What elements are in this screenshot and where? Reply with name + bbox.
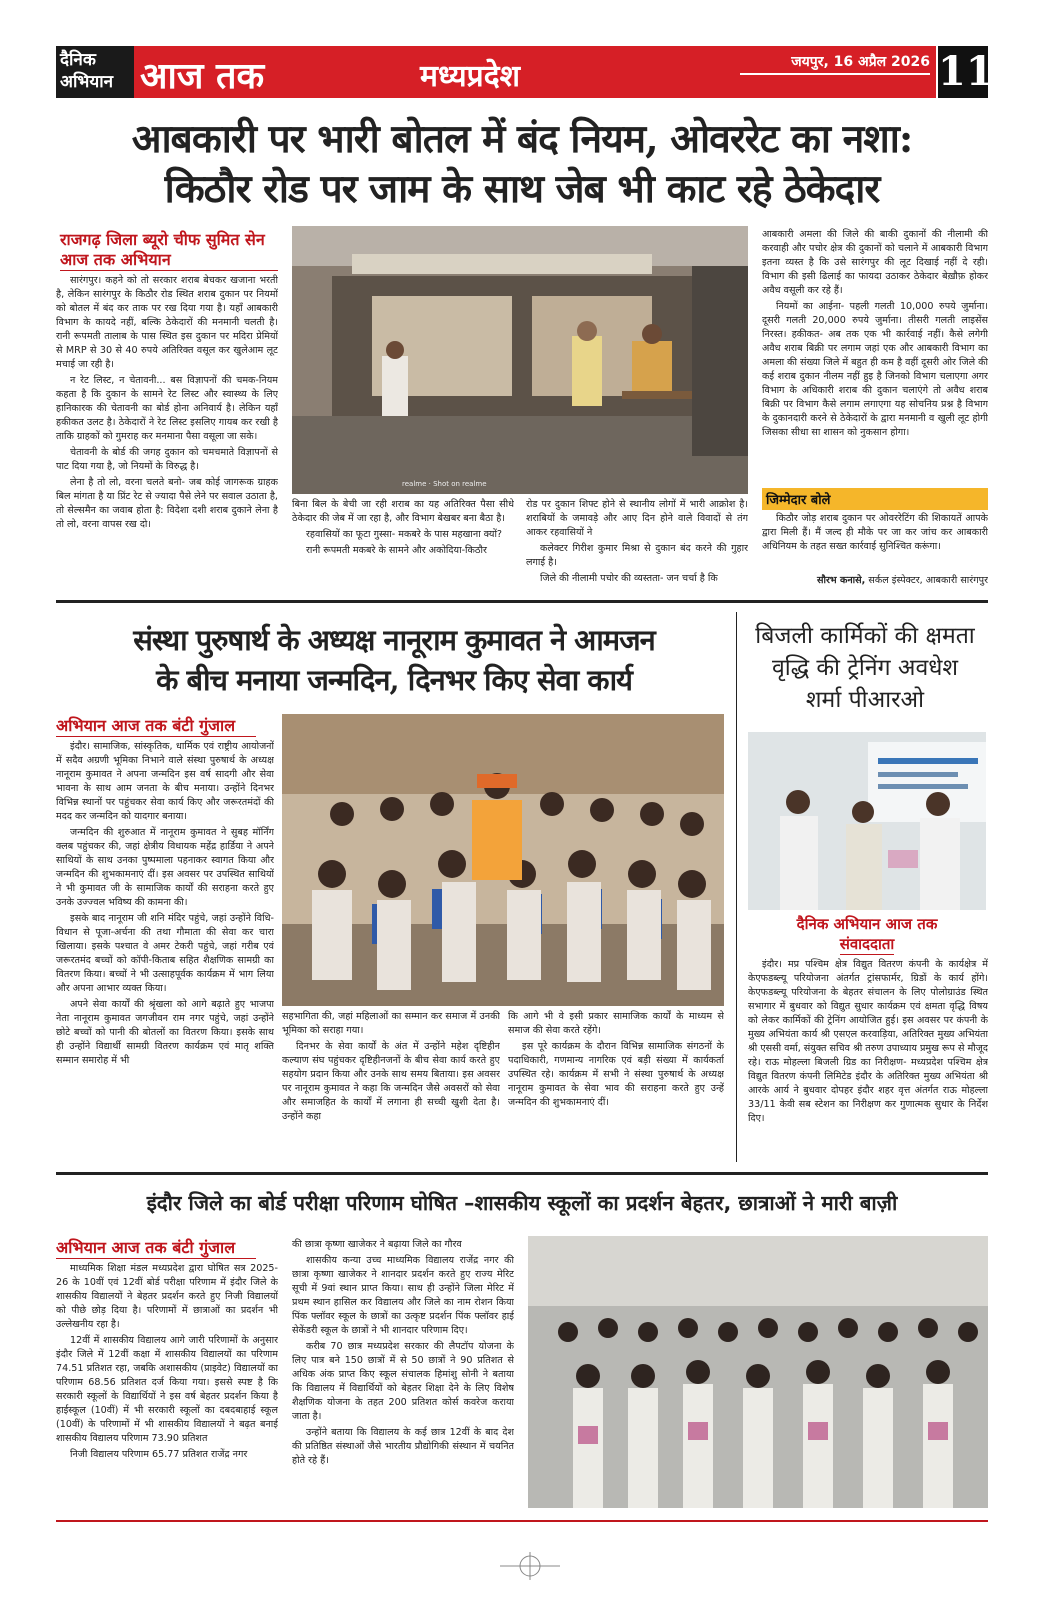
- section-region: मध्यप्रदेश: [420, 59, 521, 94]
- story1-subhead: जिम्मेदार बोले: [762, 488, 988, 510]
- story4-headline: इंदौर जिले का बोर्ड परीक्षा परिणाम घोषित –शासकीय स्कूलों का प्रदर्शन बेहतर, छात्राओं ने मारी बाज़ी: [146, 1191, 898, 1215]
- brand-name: आज तक: [140, 55, 265, 97]
- training-photo: [748, 732, 986, 910]
- story1-col2: बिना बिल के बेची जा रही शराब का यह अतिरिक्त पैसा सीधे ठेकेदार की जेब में जा रहा है, और विभाग बेखबर बना बैठा है। रहवासियों का फूटा गुस्सा- मकबरे के पास महखाना क्यों? रानी रूपमती मकबरे के सामने और अकोदिया-किठौर: [292, 499, 514, 556]
- birthday-group-photo: [282, 714, 724, 1006]
- story1-headline: आबकारी पर भारी बोतल में बंद नियम, ओवररेट का नशा: किठौर रोड पर जाम के साथ जेब भी काट रहे ठेकेदार: [131, 116, 913, 212]
- date-underline: [740, 73, 930, 75]
- section-divider-2: [56, 1172, 988, 1175]
- students-group-photo: [528, 1236, 988, 1508]
- story2-col2: सहभागिता की, जहां महिलाओं का सम्मान कर समाज में उनकी भूमिका को सराहा गया। दिनभर के सेवा कार्यों के अंत में उन्होंने महेश दृष्टिहीन कल्याण संघ पहुंचकर दृष्टिहीनजनों के बीच सेवा कार्य करते हुए सहयोग प्रदान किया और उनके साथ समय बिताया। इस अवसर पर नानूराम कुमावत ने कहा कि जन्मदिन जैसे अवसरों को सेवा और समाजहित के कार्यों में लगाना ही सच्ची खुशी देता है। उन्होंने कहा: [282, 1011, 500, 1122]
- story4-byline: अभियान आज तक बंटी गुंजाल: [56, 1238, 256, 1259]
- story1-byline: राजगढ़ जिला ब्यूरो चीफ सुमित सेन आज तक अभियान: [60, 230, 278, 271]
- column-rule: [736, 612, 737, 1162]
- story2-headline: संस्था पुरुषार्थ के अध्यक्ष नानूराम कुमावत ने आमजन के बीच मनाया जन्मदिन, दिनभर किए सेवा कार्य: [133, 623, 655, 697]
- registration-mark: [500, 1546, 560, 1590]
- story2-col1: इंदौर। सामाजिक, सांस्कृतिक, धार्मिक एवं राष्ट्रीय आयोजनों में सदैव अग्रणी भूमिका निभाने वाले संस्था पुरुषार्थ के अध्यक्ष नानूराम कुमावत ने अपना जन्मदिन इस वर्ष सादगी और सेवा भावना के साथ आम जनता के बीच मनाया। उन्होंने दिनभर विभिन्न स्थानों पर पहुंचकर सेवा कार्य किए और जरूरतमंदों की मदद कर जन्मदिन को यादगार बनाया। जन्मदिन की शुरुआत में नानूराम कुमावत ने सुबह मॉर्निंग क्लब पहुंचकर की, जहां क्षेत्रीय विधायक महेंद्र हार्डिया ने अपने साथियों के साथ उनका पुष्पमाला पहनाकर स्वागत किया और जन्मदिन की शुभकामनाएं दीं। इस अवसर पर उपस्थित साथियों ने भी कुमावत जी के सामाजिक कार्यों की सराहना करते हुए उनके उज्ज्वल भविष्य की कामना की। इसके बाद नानूराम जी शनि मंदिर पहुंचे, जहां उन्होंने विधि-विधान से पूजा-अर्चना की तथा गौमाता की सेवा कर चारा खिलाया। इसके पश्चात वे अमर टेकरी पहुंचे, जहां गरीब एवं जरूरतमंद बच्चों को कॉपी-किताब सहित शैक्षणिक सामग्री का वितरण किया। बच्चों ने भी उत्साहपूर्वक कार्यक्रम में भाग लिया और अपना आभार व्यक्त किया। अपने सेवा कार्यों की श्रृंखला को आगे बढ़ाते हुए भाजपा नेता नानूराम कुमावत जगजीवन राम नगर पहुंचे, जहां उन्होंने छोटे बच्चों को पानी की बोतलों का वितरण किया। इसके साथ ही उन्होंने विद्यार्थी सामग्री वितरण कार्यक्रम एवं मातृ शक्ति सम्मान समारोह में भी: [56, 741, 274, 1066]
- story3-body: इंदौर। मप्र पश्चिम क्षेत्र विद्युत वितरण कंपनी के कार्यक्षेत्र में केएफडब्ल्यू परियोजना अंतर्गत ट्रांसफार्मर, ग्रिडों के कार्य होंगे। केएफडब्ल्यू परियोजना के बेहतर संचालन के लिए पोलोग्राउंड स्थित सभागार में बुधवार को विद्युत सुधार कार्यक्रम एवं क्षमता वृद्धि विषय को लेकर कार्मिकों की ट्रेनिंग आयोजित हुई। इस अवसर पर कंपनी के मुख्य अभियंता कार्य श्री एसएल करवाड़िया, अतिरिक्त मुख्य अभियंता श्री एससी वर्मा, संयुक्त सचिव श्री तरुण उपाध्याय प्रमुख रूप से मौजूद रहे। राऊ मोहल्ला बिजली ग्रिड का निरीक्षण- मध्यप्रदेश पश्चिम क्षेत्र विद्युत वितरण कंपनी लिमिटेड इंदौर के अतिरिक्त मुख्य अभियंता श्री आरके आर्य ने बुधवार दोपहर इंदौर शहर वृत्त अंतर्गत राऊ मोहल्ला 33/11 केवी सब स्टेशन का निरीक्षण कर गुणात्मक सुधार के निर्देश दिए।: [748, 959, 988, 1124]
- liquor-shop-photo: [292, 226, 748, 494]
- section-divider: [56, 600, 988, 603]
- photo-watermark: realme · Shot on realme: [402, 480, 487, 488]
- story1-col3: रोड पर दुकान शिफ्ट होने से स्थानीय लोगों में भारी आक्रोश है। शराबियों के जमावड़े और आए दिन होने वाले विवादों से तंग आकर रहवासियों ने कलेक्टर गिरीश कुमार मिश्रा से दुकान बंद करने की गुहार लगाई है। जिले की नीलामी पचोर की व्यस्तता- जन चर्चा है कि: [526, 499, 748, 584]
- story1-quote: किठौर जोड़ शराब दुकान पर ओवररेटिंग की शिकायतें आपके द्वारा मिली हैं। मैं जल्द ही मौके पर जा कर जांच कर आबकारी अधिनियम के तहत सख्त कार्रवाई सुनिश्चित करूंगा।: [762, 513, 988, 552]
- story1-col4: आबकारी अमला की जिले की बाकी दुकानों की नीलामी की करवाही और पचोर क्षेत्र की दुकानों को चलाने में आबकारी विभाग इतना व्यस्त है कि उसे सारंगपुर की लूट दिखाई नहीं दे रही। विभाग की इसी ढिलाई का फायदा उठाकर ठेकेदार बेख़ौफ़ होकर अवैध वसूली कर रहे हैं। नियमों का आईना- पहली गलती 10,000 रुपये जुर्माना। दूसरी गलती 20,000 रुपये जुर्माना। तीसरी गलती लाइसेंस निरस्त। हकीकत- अब तक एक भी कार्रवाई नहीं। कैसे लगेगी अवैध शराब बिक्री पर लगाम जहां एक और आबकारी विभाग का अमला की संख्या जिले में बहुत ही कम है वहीं दूसरी ओर जिले की कई शराब दुकान नीलम नहीं हुइ है जिनको विभाग चलाएगा अगर विभाग के अधिकारी शराब की दुकान चलाएंगे तो अवैध शराब बिक्री पर विभाग कैसे लगाम लगाएगा यह सोचनिय प्रश्न है विभाग के दुकानदारी करने से ठेकेदारों के द्वारा मनमानी व खुली लूट होगी जिसका सीधा सा शासन को नुकसान होगा।: [762, 229, 988, 438]
- brand-logo: दैनिक अभियान: [56, 46, 134, 98]
- story1-col1: सारंगपुर। कहने को तो सरकार शराब बेचकर खजाना भरती है, लेकिन सारंगपुर के किठौर रोड स्थित शराब दुकान पर नियमों को बोतल में बंद कर ताक पर रख दिया गया है। यहाँ आबकारी विभाग के कायदे नहीं, बल्कि ठेकेदारों की मनमानी चलती है। रानी रूपमती तालाब के पास स्थित इस दुकान पर मदिरा प्रेमियों से MRP से 30 से 40 रुपये अतिरिक्त वसूल कर खुलेआम लूट मचाई जा रही है। न रेट लिस्ट, न चेतावनी... बस विज्ञापनों की चमक-नियम कहता है कि दुकान के सामने रेट लिस्ट और स्वास्थ्य के लिए हानिकारक की चेतावनी का बोर्ड होना अनिवार्य है। लेकिन यहाँ हकीकत उलट है। ठेकेदारों ने रेट लिस्ट इसलिए गायब कर रखी है ताकि ग्राहकों को गुमराह कर मनमाना पैसा वसूला जा सके। चेतावनी के बोर्ड की जगह दुकान को चमचमाते विज्ञापनों से पाट दिया गया है, जो नियमों के विरुद्ध है। लेना है तो लो, वरना चलते बनो- जब कोई जागरूक ग्राहक बिल मांगता है या प्रिंट रेट से ज्यादा पैसे लेने पर सवाल उठाता है, तो सेल्समैन का जवाब होता है: विदेशा दशी शराब दुकाने लेना है तो लो, वरना वापस रख दो।: [56, 275, 278, 530]
- bottom-rule: [56, 1520, 988, 1522]
- story3-byline: दैनिक अभियान आज तक संवाददाता: [796, 915, 938, 953]
- story1-quote-author: सौरभ कनासे, सर्कल इंस्पेक्टर, आबकारी सारंगपुर: [816, 575, 988, 586]
- page-number: 11: [938, 46, 988, 98]
- story3-headline: बिजली कार्मिकों की क्षमता वृद्धि की ट्रेनिंग अवधेश शर्मा पीआरओ: [755, 623, 975, 713]
- edition-date: जयपुर, 16 अप्रैल 2026: [791, 54, 930, 70]
- story4-col1: माध्यमिक शिक्षा मंडल मध्यप्रदेश द्वारा घोषित सत्र 2025-26 के 10वीं एवं 12वीं बोर्ड परीक्षा परिणाम में इंदौर जिले के शासकीय विद्यालयों ने बेहतर प्रदर्शन करते हुए निजी विद्यालयों को पीछे छोड़ दिया है। परिणामों में छात्राओं का प्रदर्शन भी उल्लेखनीय रहा है। 12वीं में शासकीय विद्यालय आगे जारी परिणामों के अनुसार इंदौर जिले में 12वीं कक्षा में शासकीय विद्यालयों का परिणाम 74.51 प्रतिशत रहा, जबकि अशासकीय (प्राइवेट) विद्यालयों का परिणाम 68.56 प्रतिशत दर्ज किया गया। इससे स्पष्ट है कि सरकारी स्कूलों के विद्यार्थियों ने इस वर्ष बेहतर प्रदर्शन किया है हाईस्कूल (10वीं) में भी सरकारी स्कूलों का दबदबाहाई स्कूल (10वीं) के परिणामों में भी शासकीय विद्यालयों ने बढ़त बनाई शासकीय विद्यालय परिणाम 73.90 प्रतिशत निजी विद्यालय परिणाम 65.77 प्रतिशत राजेंद्र नगर: [56, 1263, 278, 1460]
- story2-byline: अभियान आज तक बंटी गुंजाल: [56, 716, 256, 737]
- story4-col2: की छात्रा कृष्णा खाजेकर ने बढ़ाया जिले का गौरव शासकीय कन्या उच्च माध्यमिक विद्यालय राजेंद्र नगर की छात्रा कृष्णा खाजेकर ने शानदार प्रदर्शन करते हुए राज्य मेरिट सूची में 9वां स्थान प्राप्त किया। साथ ही उन्होंने जिला मेरिट में प्रथम स्थान हासिल कर विद्यालय और जिले का नाम रोशन किया पिंक फ्लॉवर स्कूल के छात्रों का उत्कृष्ट प्रदर्शन पिंक फ्लॉवर हाई सेकेंडरी स्कूल के छात्रों ने भी शानदार परिणाम दिए। करीब 70 छात्र मध्यप्रदेश सरकार की लैपटॉप योजना के लिए पात्र बने 150 छात्रों में से 50 छात्रों ने 90 प्रतिशत से अधिक अंक प्राप्त किए स्कूल संचालक हिमांशु सोनी ने बताया कि विद्यालय में विद्यार्थियों को बेहतर शिक्षा देने के लिए विशेष शैक्षणिक योजना के तहत 200 प्रतिशत कोर्स कवरेज कराया जाता है। उन्होंने बताया कि विद्यालय के कई छात्र 12वीं के बाद देश की प्रतिष्ठित संस्थाओं जैसे भारतीय प्रौद्योगिकी संस्थान में चयनित होते रहे हैं।: [292, 1239, 514, 1466]
- story2-col3: कि आगे भी वे इसी प्रकार सामाजिक कार्यों के माध्यम से समाज की सेवा करते रहेंगे। इस पूरे कार्यक्रम के दौरान विभिन्न सामाजिक संगठनों के पदाधिकारी, गणमान्य नागरिक एवं बड़ी संख्या में कार्यकर्ता उपस्थित रहे। कार्यक्रम में सभी ने संस्था पुरुषार्थ के अध्यक्ष नानूराम कुमावत के सेवा भाव की सराहना करते हुए उन्हें जन्मदिन की शुभकामनाएं दीं।: [508, 1011, 724, 1108]
